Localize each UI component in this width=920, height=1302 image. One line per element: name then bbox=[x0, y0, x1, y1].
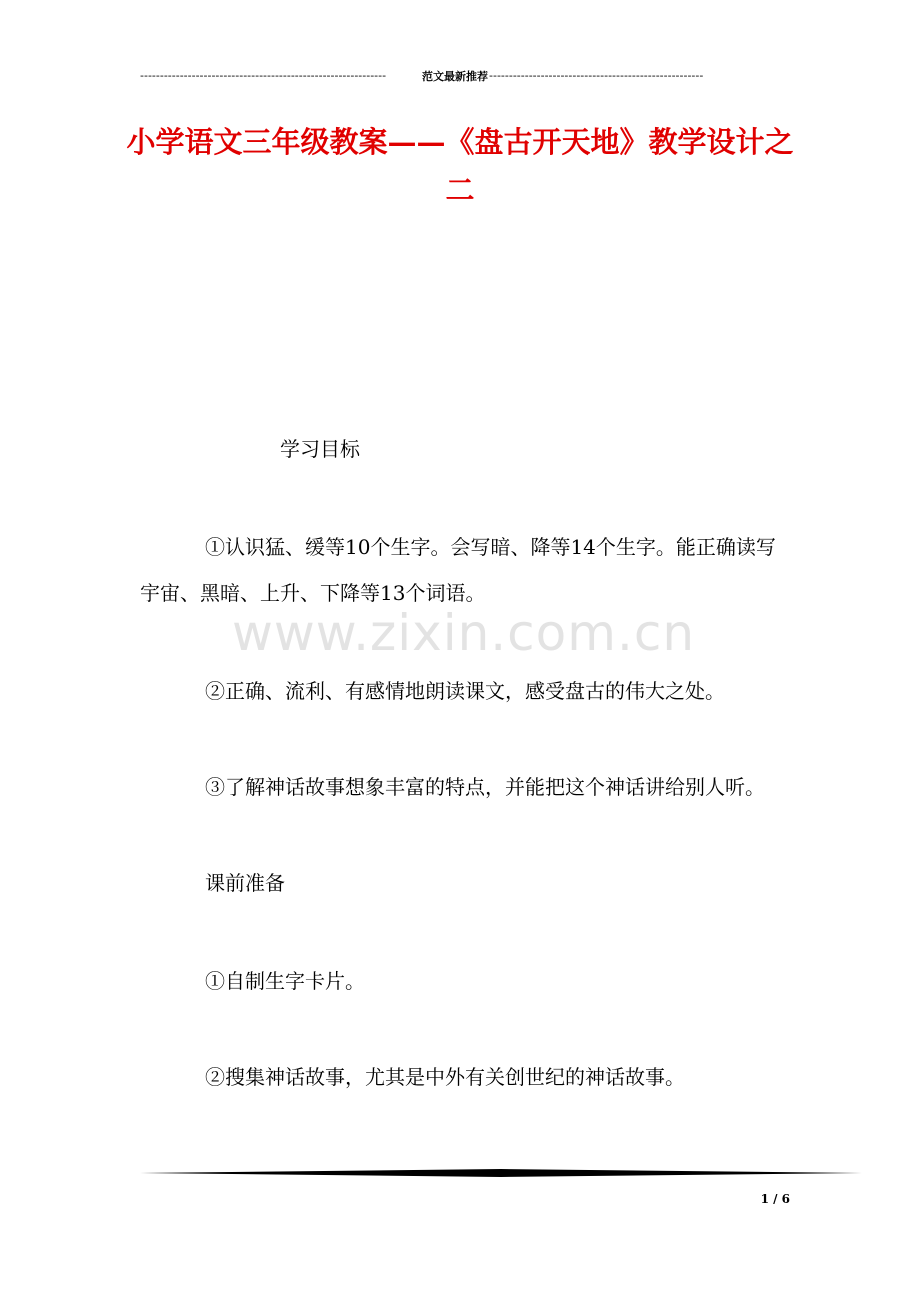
document-title: 小学语文三年级教案——《盘古开天地》教学设计之二 bbox=[126, 125, 794, 207]
prep-item-1: ①自制生字卡片。 bbox=[205, 969, 365, 993]
header-dashes-right: ------------------------------------------------------ bbox=[489, 69, 704, 82]
goal-item-3: ③了解神话故事想象丰富的特点，并能把这个神话讲给别人听。 bbox=[205, 775, 765, 799]
header-label: 范文最新推荐 bbox=[422, 70, 488, 83]
page-number: 1 / 6 bbox=[760, 1192, 790, 1206]
section-heading-preparation: 课前准备 bbox=[205, 871, 285, 895]
prep-item-2: ②搜集神话故事，尤其是中外有关创世纪的神话故事。 bbox=[205, 1065, 685, 1089]
watermark: www.zixin.com.cn bbox=[232, 604, 696, 662]
page-header bbox=[140, 66, 770, 86]
section-heading-goals: 学习目标 bbox=[280, 437, 360, 461]
footer-divider bbox=[140, 1168, 862, 1178]
header-dashes-left: -------------------------------------------------------------- bbox=[140, 69, 387, 82]
goal-item-2: ②正确、流利、有感情地朗读课文，感受盘古的伟大之处。 bbox=[205, 679, 725, 703]
goal-item-1: ①认识猛、缓等10个生字。会写暗、降等14个生字。能正确读写宇宙、黑暗、上升、下降等13个词语。 bbox=[140, 535, 776, 605]
